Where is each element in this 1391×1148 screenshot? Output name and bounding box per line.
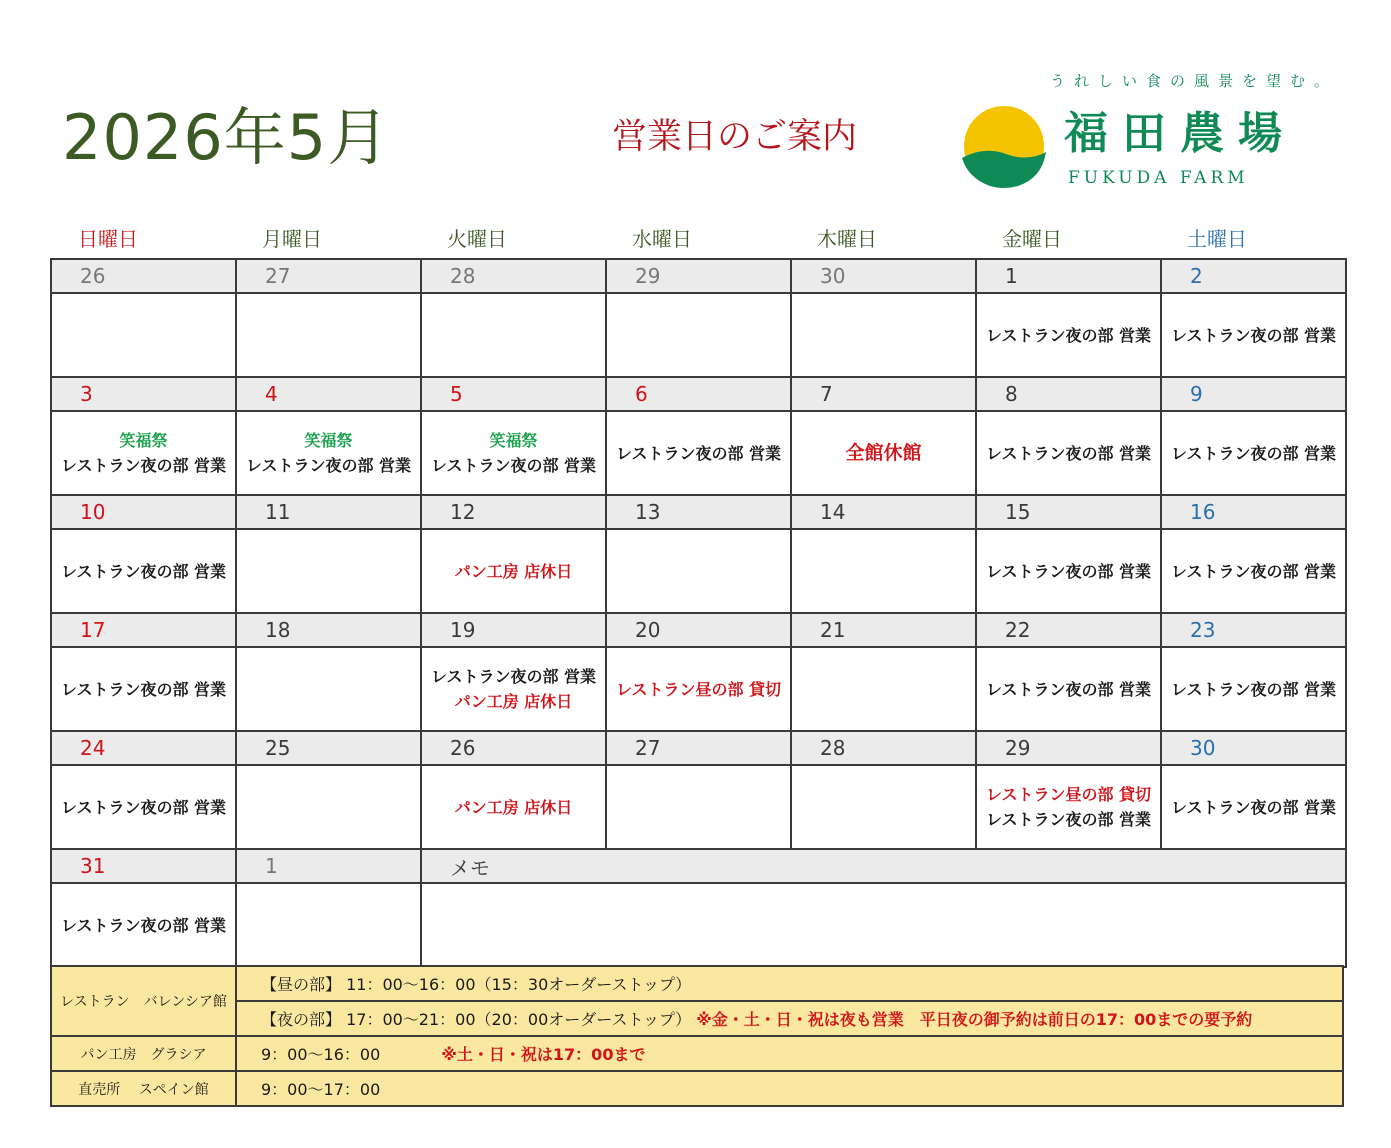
event-label: レストラン昼の部 貸切 (615, 679, 782, 699)
day-events-cell (421, 647, 606, 731)
day-events-cell (791, 293, 976, 377)
week-date-row (51, 613, 1346, 647)
day-events-cell (976, 293, 1161, 377)
sun-field-logo-icon (960, 106, 1048, 190)
week-events-row (51, 529, 1346, 613)
bakery-label: パン工房 グラシア (51, 1036, 236, 1071)
day-number: 13 (606, 495, 791, 529)
event-label: レストラン夜の部 営業 (985, 810, 1152, 829)
calendar-grid (50, 258, 1347, 968)
day-number: 22 (976, 613, 1161, 647)
day-events-cell (51, 765, 236, 849)
day-events-cell (421, 411, 606, 495)
day-number: 1 (976, 259, 1161, 293)
event-label: レストラン夜の部 営業 (1170, 797, 1337, 817)
day-number: 29 (606, 259, 791, 293)
event-label: レストラン夜の部 営業 (245, 456, 412, 475)
day-number: 7 (791, 377, 976, 411)
event-label: 全館休館 (845, 441, 922, 464)
day-number: 27 (236, 259, 421, 293)
day-number: 26 (51, 259, 236, 293)
restaurant-dinner-hours: 【夜の部】 17：00～21：00（20：00オーダーストップ） (261, 1010, 692, 1029)
day-number: 8 (976, 377, 1161, 411)
memo-label: メモ (421, 849, 1346, 883)
weekday-thursday: 木曜日 (817, 227, 877, 251)
restaurant-lunch-row (51, 966, 1343, 1001)
day-number: 20 (606, 613, 791, 647)
day-events-cell (421, 765, 606, 849)
day-number: 2 (1161, 259, 1346, 293)
day-number: 12 (421, 495, 606, 529)
day-number: 6 (606, 377, 791, 411)
event-label: レストラン夜の部 営業 (615, 443, 782, 463)
event-label: 笑福祭 (304, 431, 353, 450)
fukuda-farm-logo (958, 64, 1338, 194)
event-label: 笑福祭 (119, 431, 168, 450)
day-number: 23 (1161, 613, 1346, 647)
day-number: 16 (1161, 495, 1346, 529)
event-label: パン工房 店休日 (454, 692, 573, 711)
day-events-cell (236, 647, 421, 731)
day-number: 19 (421, 613, 606, 647)
bakery-note: ※土・日・祝は17：00まで (441, 1045, 646, 1064)
day-number: 27 (606, 731, 791, 765)
event-label: レストラン昼の部 貸切 (985, 785, 1152, 804)
restaurant-dinner-note: ※金・土・日・祝は夜も営業 平日夜の御予約は前日の17：00までの要予約 (696, 1010, 1253, 1029)
day-number: 14 (791, 495, 976, 529)
day-events-cell (1161, 411, 1346, 495)
day-number: 21 (791, 613, 976, 647)
bakery-hours: 9：00～16：00 (261, 1045, 381, 1064)
day-events-cell (236, 883, 421, 967)
day-events-cell (976, 529, 1161, 613)
day-events-cell (51, 883, 236, 967)
event-label: 笑福祭 (489, 431, 538, 450)
day-events-cell (1161, 647, 1346, 731)
weekday-friday: 金曜日 (1002, 227, 1062, 251)
day-number: 30 (1161, 731, 1346, 765)
logo-roman: FUKUDA FARM (1068, 168, 1249, 188)
shop-row (51, 1071, 1343, 1106)
day-events-cell (606, 647, 791, 731)
day-number: 25 (236, 731, 421, 765)
bakery-cell (236, 1036, 1343, 1071)
restaurant-dinner-cell (236, 1001, 1343, 1036)
day-number: 28 (421, 259, 606, 293)
weekday-tuesday: 火曜日 (447, 227, 507, 251)
week-events-row (51, 883, 1346, 967)
week-date-row (51, 731, 1346, 765)
shop-hours: 9：00～17：00 (236, 1071, 1343, 1106)
event-label: レストラン夜の部 営業 (60, 679, 227, 699)
day-number: 1 (236, 849, 421, 883)
week-date-row (51, 259, 1346, 293)
page-title: 2026年5月 (62, 101, 391, 174)
event-label: レストラン夜の部 営業 (430, 667, 597, 686)
day-number: 26 (421, 731, 606, 765)
event-label: レストラン夜の部 営業 (60, 456, 227, 475)
day-events-cell (1161, 529, 1346, 613)
day-events-cell (976, 411, 1161, 495)
day-events-cell (236, 529, 421, 613)
logo-tagline: うれしい食の風景を望む。 (1050, 72, 1339, 90)
day-number: 4 (236, 377, 421, 411)
day-events-cell (606, 293, 791, 377)
week-events-row (51, 647, 1346, 731)
week-events-row (51, 411, 1346, 495)
day-number: 30 (791, 259, 976, 293)
day-number: 9 (1161, 377, 1346, 411)
day-number: 29 (976, 731, 1161, 765)
day-events-cell (976, 647, 1161, 731)
page-subtitle: 営業日のご案内 (612, 117, 858, 157)
memo-area[interactable] (421, 883, 1346, 967)
day-events-cell (51, 293, 236, 377)
day-number: 31 (51, 849, 236, 883)
event-label: レストラン夜の部 営業 (1170, 443, 1337, 463)
day-number: 10 (51, 495, 236, 529)
restaurant-dinner-row (51, 1001, 1343, 1036)
shop-label: 直売所 スペイン館 (51, 1071, 236, 1106)
day-events-cell (51, 529, 236, 613)
day-events-cell (236, 293, 421, 377)
weekday-saturday: 土曜日 (1187, 227, 1247, 251)
day-events-cell (1161, 765, 1346, 849)
day-events-cell (236, 765, 421, 849)
day-number: 11 (236, 495, 421, 529)
day-number: 18 (236, 613, 421, 647)
day-events-cell (791, 529, 976, 613)
day-events-cell (51, 647, 236, 731)
event-label: レストラン夜の部 営業 (985, 679, 1152, 699)
day-number: 17 (51, 613, 236, 647)
day-events-cell (976, 765, 1161, 849)
event-label: レストラン夜の部 営業 (1170, 679, 1337, 699)
day-events-cell (1161, 293, 1346, 377)
event-label: レストラン夜の部 営業 (985, 325, 1152, 345)
day-events-cell (236, 411, 421, 495)
day-events-cell (606, 411, 791, 495)
restaurant-lunch-hours: 【昼の部】 11：00～16：00（15：30オーダーストップ） (236, 966, 1343, 1001)
weekday-sunday: 日曜日 (78, 227, 138, 251)
weekday-wednesday: 水曜日 (632, 227, 692, 251)
day-number: 5 (421, 377, 606, 411)
day-events-cell (421, 529, 606, 613)
day-events-cell (421, 293, 606, 377)
weekday-monday: 月曜日 (262, 227, 322, 251)
week-date-row (51, 495, 1346, 529)
event-label: レストラン夜の部 営業 (985, 561, 1152, 581)
event-label: レストラン夜の部 営業 (985, 443, 1152, 463)
restaurant-label: レストラン バレンシア館 (51, 966, 236, 1036)
event-label: パン工房 店休日 (454, 561, 573, 581)
day-number: 24 (51, 731, 236, 765)
event-label: レストラン夜の部 営業 (430, 456, 597, 475)
logo-name: 福田農場 (1064, 108, 1296, 159)
event-label: レストラン夜の部 営業 (1170, 561, 1337, 581)
event-label: レストラン夜の部 営業 (60, 915, 227, 935)
week-date-row (51, 377, 1346, 411)
day-events-cell (606, 765, 791, 849)
week-events-row (51, 765, 1346, 849)
day-events-cell (791, 647, 976, 731)
week-events-row (51, 293, 1346, 377)
business-hours-table (50, 965, 1344, 1107)
event-label: パン工房 店休日 (454, 797, 573, 817)
bakery-row (51, 1036, 1343, 1071)
day-events-cell (51, 411, 236, 495)
day-events-cell (791, 411, 976, 495)
event-label: レストラン夜の部 営業 (1170, 325, 1337, 345)
day-events-cell (791, 765, 976, 849)
day-number: 28 (791, 731, 976, 765)
event-label: レストラン夜の部 営業 (60, 797, 227, 817)
week-date-row (51, 849, 1346, 883)
day-number: 3 (51, 377, 236, 411)
event-label: レストラン夜の部 営業 (60, 561, 227, 581)
day-events-cell (606, 529, 791, 613)
day-number: 15 (976, 495, 1161, 529)
